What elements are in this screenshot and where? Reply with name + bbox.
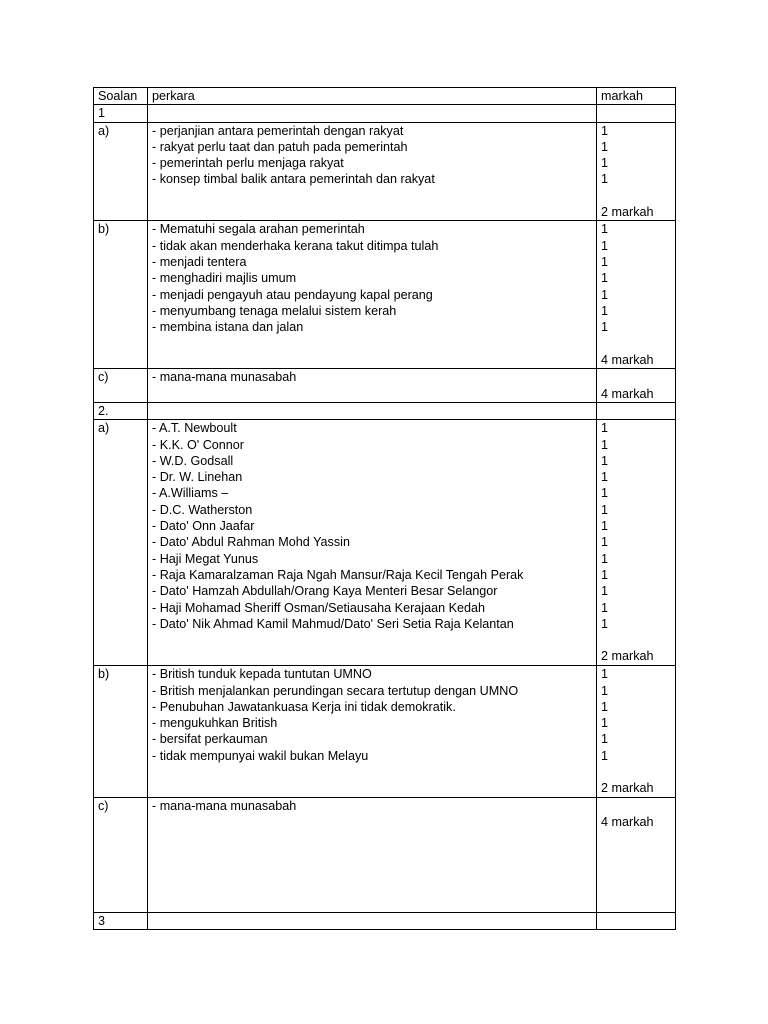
perkara-item: - tidak akan menderhaka kerana takut ditimpa tulah	[152, 238, 439, 253]
perkara-cell	[148, 122, 597, 221]
markah-value: 1	[601, 486, 609, 501]
perkara-item: - konsep timbal balik antara pemerintah dan rakyat	[152, 172, 435, 187]
perkara-item: - mana-mana munasabah	[152, 370, 297, 385]
soalan-cell: 1	[94, 105, 148, 122]
perkara-item: - membina istana dan jalan	[152, 320, 304, 335]
perkara-cell	[148, 369, 597, 403]
markah-value	[601, 188, 671, 204]
table-row	[94, 221, 676, 369]
markah-value: 1	[601, 502, 609, 517]
soalan-cell: b)	[94, 666, 148, 797]
perkara-item: - British menjalankan perundingan secara tertutup dengan UMNO	[152, 683, 519, 698]
markah-value	[601, 798, 671, 814]
markah-value: 4 markah	[601, 814, 654, 829]
header-soalan: Soalan	[94, 88, 148, 105]
table-row	[94, 797, 676, 912]
perkara-cell	[148, 402, 597, 419]
markah-value: 1	[601, 222, 609, 237]
markah-value: 1	[601, 172, 609, 187]
perkara-item: - tidak mempunyai wakil bukan Melayu	[152, 748, 369, 763]
markah-value: 1	[601, 748, 609, 763]
perkara-item: - rakyat perlu taat dan patuh pada pemerintah	[152, 139, 408, 154]
markah-value: 1	[601, 254, 609, 269]
perkara-item: - Dato' Nik Ahmad Kamil Mahmud/Dato' Seri Setia Raja Kelantan	[152, 616, 514, 631]
perkara-item: - Dato' Onn Jaafar	[152, 519, 255, 534]
table-body	[94, 88, 676, 930]
markah-value: 1	[601, 616, 609, 631]
markah-value	[601, 369, 671, 385]
markah-value: 1	[601, 437, 609, 452]
perkara-item: - pemerintah perlu menjaga rakyat	[152, 156, 344, 171]
perkara-item: - British tunduk kepada tuntutan UMNO	[152, 667, 372, 682]
markah-value: 1	[601, 156, 609, 171]
perkara-item: - Raja Kamaralzaman Raja Ngah Mansur/Raja Kecil Tengah Perak	[152, 567, 524, 582]
header-row	[94, 88, 676, 105]
header-markah: markah	[597, 88, 676, 105]
markah-value: 1	[601, 551, 609, 566]
markah-value: 1	[601, 600, 609, 615]
markah-cell	[597, 221, 676, 369]
markah-value	[601, 335, 671, 351]
table-row	[94, 122, 676, 221]
markah-value: 1	[601, 584, 609, 599]
markah-value: 1	[601, 535, 609, 550]
perkara-item: - Penubuhan Jawatankuasa Kerja ini tidak demokratik.	[152, 699, 456, 714]
perkara-item: - Haji Mohamad Sheriff Osman/Setiausaha Kerajaan Kedah	[152, 600, 485, 615]
markah-value: 1	[601, 303, 609, 318]
soalan-cell: b)	[94, 221, 148, 369]
markah-cell	[597, 666, 676, 797]
markah-cell	[597, 797, 676, 912]
markah-cell	[597, 369, 676, 403]
markah-value: 1	[601, 470, 609, 485]
perkara-item: - Dr. W. Linehan	[152, 470, 243, 485]
perkara-item: - Mematuhi segala arahan pemerintah	[152, 222, 365, 237]
markah-value: 1	[601, 519, 609, 534]
markah-cell	[597, 912, 676, 929]
soalan-cell: c)	[94, 797, 148, 912]
perkara-item: - D.C. Watherston	[152, 502, 253, 517]
perkara-item: - K.K. O' Connor	[152, 437, 244, 452]
soalan-cell: a)	[94, 420, 148, 666]
markah-value: 1	[601, 683, 609, 698]
perkara-item: - A.T. Newboult	[152, 421, 237, 436]
soalan-cell: a)	[94, 122, 148, 221]
markah-value: 1	[601, 453, 609, 468]
table-row	[94, 912, 676, 929]
table-row	[94, 402, 676, 419]
markah-cell	[597, 402, 676, 419]
perkara-item: - menjadi tentera	[152, 254, 247, 269]
perkara-item: - Dato' Abdul Rahman Mohd Yassin	[152, 535, 350, 550]
markah-cell	[597, 420, 676, 666]
perkara-item: - W.D. Godsall	[152, 453, 234, 468]
marking-scheme-table	[93, 87, 676, 930]
markah-value: 1	[601, 139, 609, 154]
markah-value: 1	[601, 123, 609, 138]
markah-value	[601, 764, 671, 780]
markah-value: 1	[601, 320, 609, 335]
perkara-cell	[148, 666, 597, 797]
table-row	[94, 105, 676, 122]
markah-value: 1	[601, 238, 609, 253]
perkara-item: - mengukuhkan British	[152, 716, 278, 731]
header-perkara: perkara	[148, 88, 597, 105]
perkara-cell	[148, 221, 597, 369]
perkara-item: - mana-mana munasabah	[152, 798, 297, 813]
markah-value: 2 markah	[601, 781, 654, 796]
markah-value: 4 markah	[601, 386, 654, 401]
perkara-cell	[148, 912, 597, 929]
perkara-item: - Haji Megat Yunus	[152, 551, 259, 566]
markah-cell	[597, 122, 676, 221]
perkara-cell	[148, 420, 597, 666]
perkara-cell	[148, 797, 597, 912]
table-row	[94, 666, 676, 797]
markah-value	[601, 632, 671, 648]
markah-value: 1	[601, 699, 609, 714]
soalan-cell: c)	[94, 369, 148, 403]
table-row	[94, 420, 676, 666]
perkara-item: - bersifat perkauman	[152, 732, 268, 747]
markah-value: 1	[601, 287, 609, 302]
table-row	[94, 369, 676, 403]
markah-value: 1	[601, 567, 609, 582]
markah-value: 4 markah	[601, 352, 654, 367]
perkara-item: - A.Williams –	[152, 486, 229, 501]
soalan-cell: 2.	[94, 402, 148, 419]
markah-value: 2 markah	[601, 649, 654, 664]
markah-value: 2 markah	[601, 205, 654, 220]
markah-cell	[597, 105, 676, 122]
markah-value: 1	[601, 271, 609, 286]
perkara-cell	[148, 105, 597, 122]
markah-value: 1	[601, 732, 609, 747]
perkara-item: - menjadi pengayuh atau pendayung kapal perang	[152, 287, 433, 302]
perkara-item: - Dato' Hamzah Abdullah/Orang Kaya Menteri Besar Selangor	[152, 584, 498, 599]
markah-value: 1	[601, 667, 609, 682]
soalan-cell: 3	[94, 912, 148, 929]
markah-value: 1	[601, 421, 609, 436]
perkara-item: - menyumbang tenaga melalui sistem kerah	[152, 303, 397, 318]
perkara-item: - perjanjian antara pemerintah dengan rakyat	[152, 123, 404, 138]
perkara-item: - menghadiri majlis umum	[152, 271, 297, 286]
markah-value: 1	[601, 716, 609, 731]
